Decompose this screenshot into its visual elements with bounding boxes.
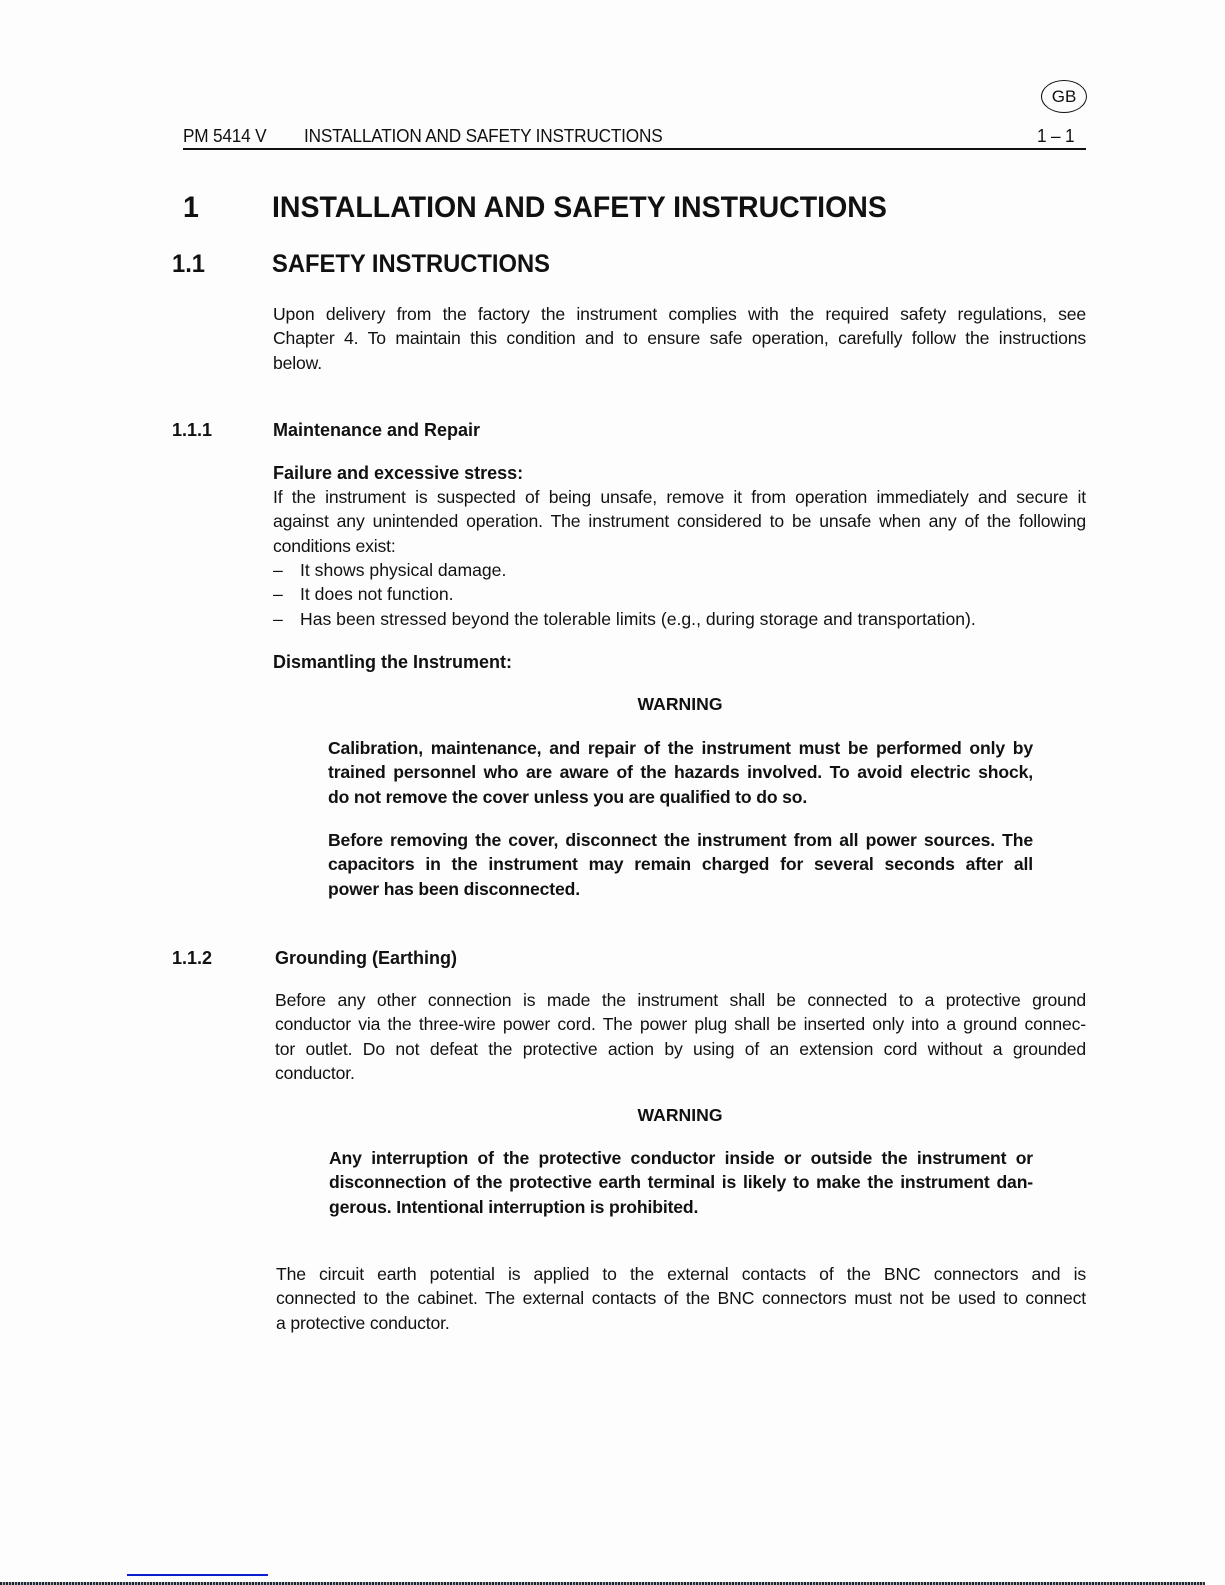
text-line: do not remove the cover unless you are qualified to do so.: [328, 786, 808, 807]
text-line: conductor.: [275, 1063, 355, 1084]
list-item-text: It shows physical damage.: [300, 560, 507, 580]
text-line: Upon delivery from the factory the instrument complies with the required safety regulations, see: [273, 304, 1086, 324]
dash-bullet-icon: –: [273, 584, 283, 605]
dash-bullet-icon: –: [273, 560, 283, 580]
conditions-list: [273, 558, 976, 631]
text-line: trained personnel who are aware of the hazards involved. To avoid electric shock,: [328, 762, 1033, 783]
section-intro-paragraph: [273, 302, 1086, 375]
subsection-2-number: 1.1.2: [172, 948, 213, 968]
failure-paragraph: [273, 485, 1086, 558]
header-title: INSTALLATION AND SAFETY INSTRUCTIONS: [304, 125, 663, 146]
text-line: power has been disconnected.: [328, 878, 580, 899]
section-number: 1.1: [172, 250, 206, 278]
blue-underline-mark: [127, 1574, 268, 1576]
dash-bullet-icon: –: [273, 608, 283, 629]
header-page-number: 1 – 1: [1037, 125, 1075, 146]
grounding-paragraph: [275, 988, 1086, 1086]
text-line: Chapter 4. To maintain this condition and to ensure safe operation, carefully follow the instructions: [273, 328, 1086, 349]
list-item: [273, 607, 976, 631]
text-line: capacitors in the instrument may remain charged for several seconds after all: [328, 854, 1033, 875]
subsection-1-title: Maintenance and Repair: [273, 420, 481, 440]
subsection-2-title: Grounding (Earthing): [275, 948, 457, 968]
header-model: PM 5414 V: [183, 125, 267, 146]
text-line: gerous. Intentional interruption is prohibited.: [329, 1196, 699, 1217]
text-line: Before any other connection is made the instrument shall be connected to a protective ground: [275, 990, 1086, 1010]
failure-heading: Failure and excessive stress:: [273, 463, 524, 483]
list-item-text: It does not function.: [300, 584, 454, 605]
warning-title-2: WARNING: [637, 1105, 723, 1125]
warning-paragraph-1: [328, 736, 1033, 809]
text-line: Before removing the cover, disconnect the instrument from all power sources. The: [328, 830, 1033, 850]
list-item: [273, 558, 976, 582]
text-line: against any unintended operation. The instrument considered to be unsafe when any of the following: [273, 511, 1086, 532]
text-line: The circuit earth potential is applied to the external contacts of the BNC connectors and is: [276, 1264, 1086, 1284]
text-line: disconnection of the protective earth terminal is likely to make the instrument dan-: [329, 1172, 1033, 1193]
warning-paragraph-3: [329, 1146, 1033, 1219]
warning-title-1: WARNING: [637, 694, 723, 714]
list-item-text: Has been stressed beyond the tolerable limits (e.g., during storage and transportation).: [300, 608, 976, 629]
chapter-title: INSTALLATION AND SAFETY INSTRUCTIONS: [272, 191, 887, 224]
header-rule: [183, 148, 1086, 150]
warning-paragraph-2: [328, 828, 1033, 901]
text-line: conductor via the three-wire power cord. The power plug shall be inserted only into a ground connec-: [275, 1014, 1086, 1035]
text-line: If the instrument is suspected of being unsafe, remove it from operation immediately and secure it: [273, 487, 1086, 507]
text-line: below.: [273, 352, 322, 373]
text-line: conditions exist:: [273, 535, 396, 556]
text-line: Any interruption of the protective conductor inside or outside the instrument or: [329, 1148, 1033, 1168]
text-line: connected to the cabinet. The external contacts of the BNC connectors must not be used to connect: [276, 1288, 1086, 1309]
text-line: Calibration, maintenance, and repair of the instrument must be performed only by: [328, 738, 1033, 758]
text-line: tor outlet. Do not defeat the protective action by using of an extension cord without a grounded: [275, 1038, 1086, 1059]
chapter-number: 1: [183, 191, 199, 224]
subsection-1-number: 1.1.1: [172, 420, 213, 440]
bnc-paragraph: [276, 1262, 1086, 1335]
section-title: SAFETY INSTRUCTIONS: [272, 250, 550, 278]
dismantling-heading: Dismantling the Instrument:: [273, 652, 513, 672]
list-item: [273, 582, 976, 606]
language-badge-gb: GB: [1041, 80, 1087, 113]
text-line: a protective conductor.: [276, 1312, 450, 1333]
